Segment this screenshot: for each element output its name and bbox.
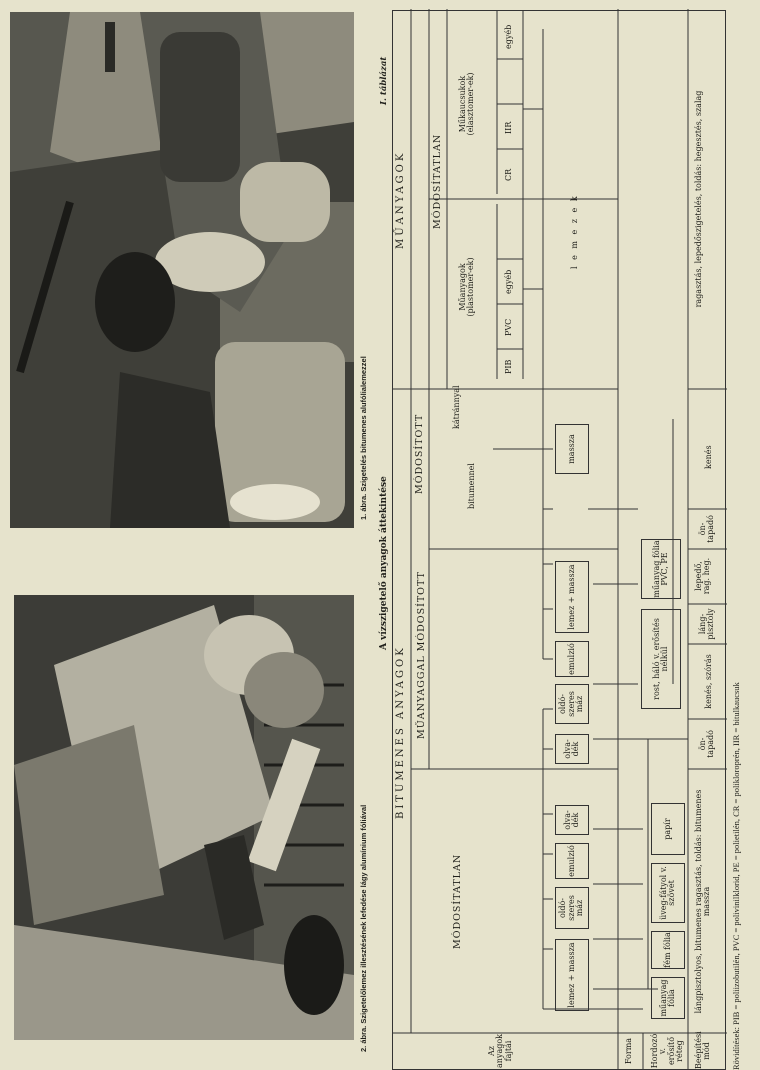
material-other-2: egyéb	[504, 24, 513, 49]
overview-table	[379, 10, 757, 1070]
figure1-caption: 1. ábra. Szigetelés bitumenes alufólialemezzel	[359, 356, 368, 520]
group-plastic-modified: MŰANYAGGAL MÓDOSÍTOTT	[416, 571, 427, 739]
form-solvent-coating-2: oldó-szeres máz	[555, 684, 589, 724]
carrier-plastic-foil-1: műanyag fólia	[651, 977, 685, 1019]
form-sheet-mass-2: lemez + massza	[555, 561, 589, 633]
table-title: A vízszigetelő anyagok áttekintése	[379, 476, 389, 650]
material-pib: PIB	[504, 359, 513, 374]
group-modified: MÓDOSÍTOTT	[414, 413, 425, 494]
group-plastic-unmodified: MÓDOSÍTATLAN	[432, 133, 443, 229]
material-cr: CR	[504, 168, 513, 181]
carrier-fiber-mesh: rost, háló v. erősítés nélkül	[641, 609, 681, 709]
form-emulsion-2: emulzió	[555, 641, 589, 677]
abbreviations: Rövidítések: PIB = poliizobutilén, PVC = polivinilklorid, PE = polietilén, CR = polikloroprén, IIR = bitulkaucsuk	[731, 682, 741, 1070]
carrier-plastic-foil-2: műanyag fólia PVC, PE	[641, 539, 681, 599]
figure2-caption: 2. ábra. Szigetelőlemez illesztésének lefedése lágy alumínium fóliával	[359, 804, 368, 1052]
group-bitumen-modified: bitumennel	[467, 463, 476, 509]
form-solvent-coating-1: oldó-szeres máz	[555, 887, 589, 929]
photo-seam-covering-aluminium-foil	[14, 595, 354, 1040]
form-melt-2: olva-dék	[555, 734, 589, 764]
group-tar-modified: kátránnyal	[452, 385, 461, 429]
table-body	[392, 10, 726, 1070]
carrier-metal-foil: fém fólia	[651, 931, 685, 969]
group-unmodified: MÓDOSÍTATLAN	[452, 853, 463, 949]
row-header-kind: Az anyagok fajtái	[487, 1034, 513, 1068]
group-plastomer: Műanyagok (plastomer-ek)	[458, 257, 476, 317]
form-sheet-mass-1: lemez + massza	[555, 939, 589, 1011]
method-torch: láng-pisztoly	[698, 608, 716, 640]
row-header-carrier: Hordozó v. erősítő réteg	[650, 1033, 685, 1069]
material-pvc: PVC	[504, 318, 513, 336]
carrier-glass-fleece: üveg-fátyol v. szövet	[651, 863, 685, 923]
group-elastomer: Műkaucsukok (elasztomer-ek)	[458, 72, 476, 136]
form-emulsion-1: emulzió	[555, 843, 589, 879]
form-melt-1: olva-dék	[555, 805, 589, 835]
group-bitumen: BITUMENES ANYAGOK	[395, 645, 406, 819]
method-adhesive-welding: ragasztás, lepedőszigetelés, toldás: hegesztés, szalag	[694, 90, 703, 308]
method-flame-bonding: lángpisztolyos, bitumenes ragasztás, toldás: bitumenes massza	[694, 789, 712, 1014]
material-other-1: egyéb	[504, 269, 513, 294]
method-self-adhesive-2: ön-tapadó	[698, 515, 716, 543]
photo-bitumen-foil-insulation	[10, 12, 354, 528]
row-header-method: Beépítési mód	[694, 1031, 712, 1069]
method-self-adhesive-1: ön-tapadó	[698, 730, 716, 758]
carrier-paper: papír	[651, 803, 685, 855]
row-header-form: Forma	[624, 1037, 633, 1065]
form-mass: massza	[555, 424, 589, 474]
material-iir: IIR	[504, 121, 513, 134]
method-sheet-adhesive-weld: lepedő, rag. heg.	[694, 557, 712, 595]
form-sheets: l e m e z e k	[570, 194, 579, 269]
table-number: I. táblázat	[379, 56, 389, 105]
method-brush-spray: kenés, szórás	[704, 654, 713, 709]
method-brush: kenés	[704, 445, 713, 469]
group-plastic: MŰANYAGOK	[395, 150, 406, 249]
